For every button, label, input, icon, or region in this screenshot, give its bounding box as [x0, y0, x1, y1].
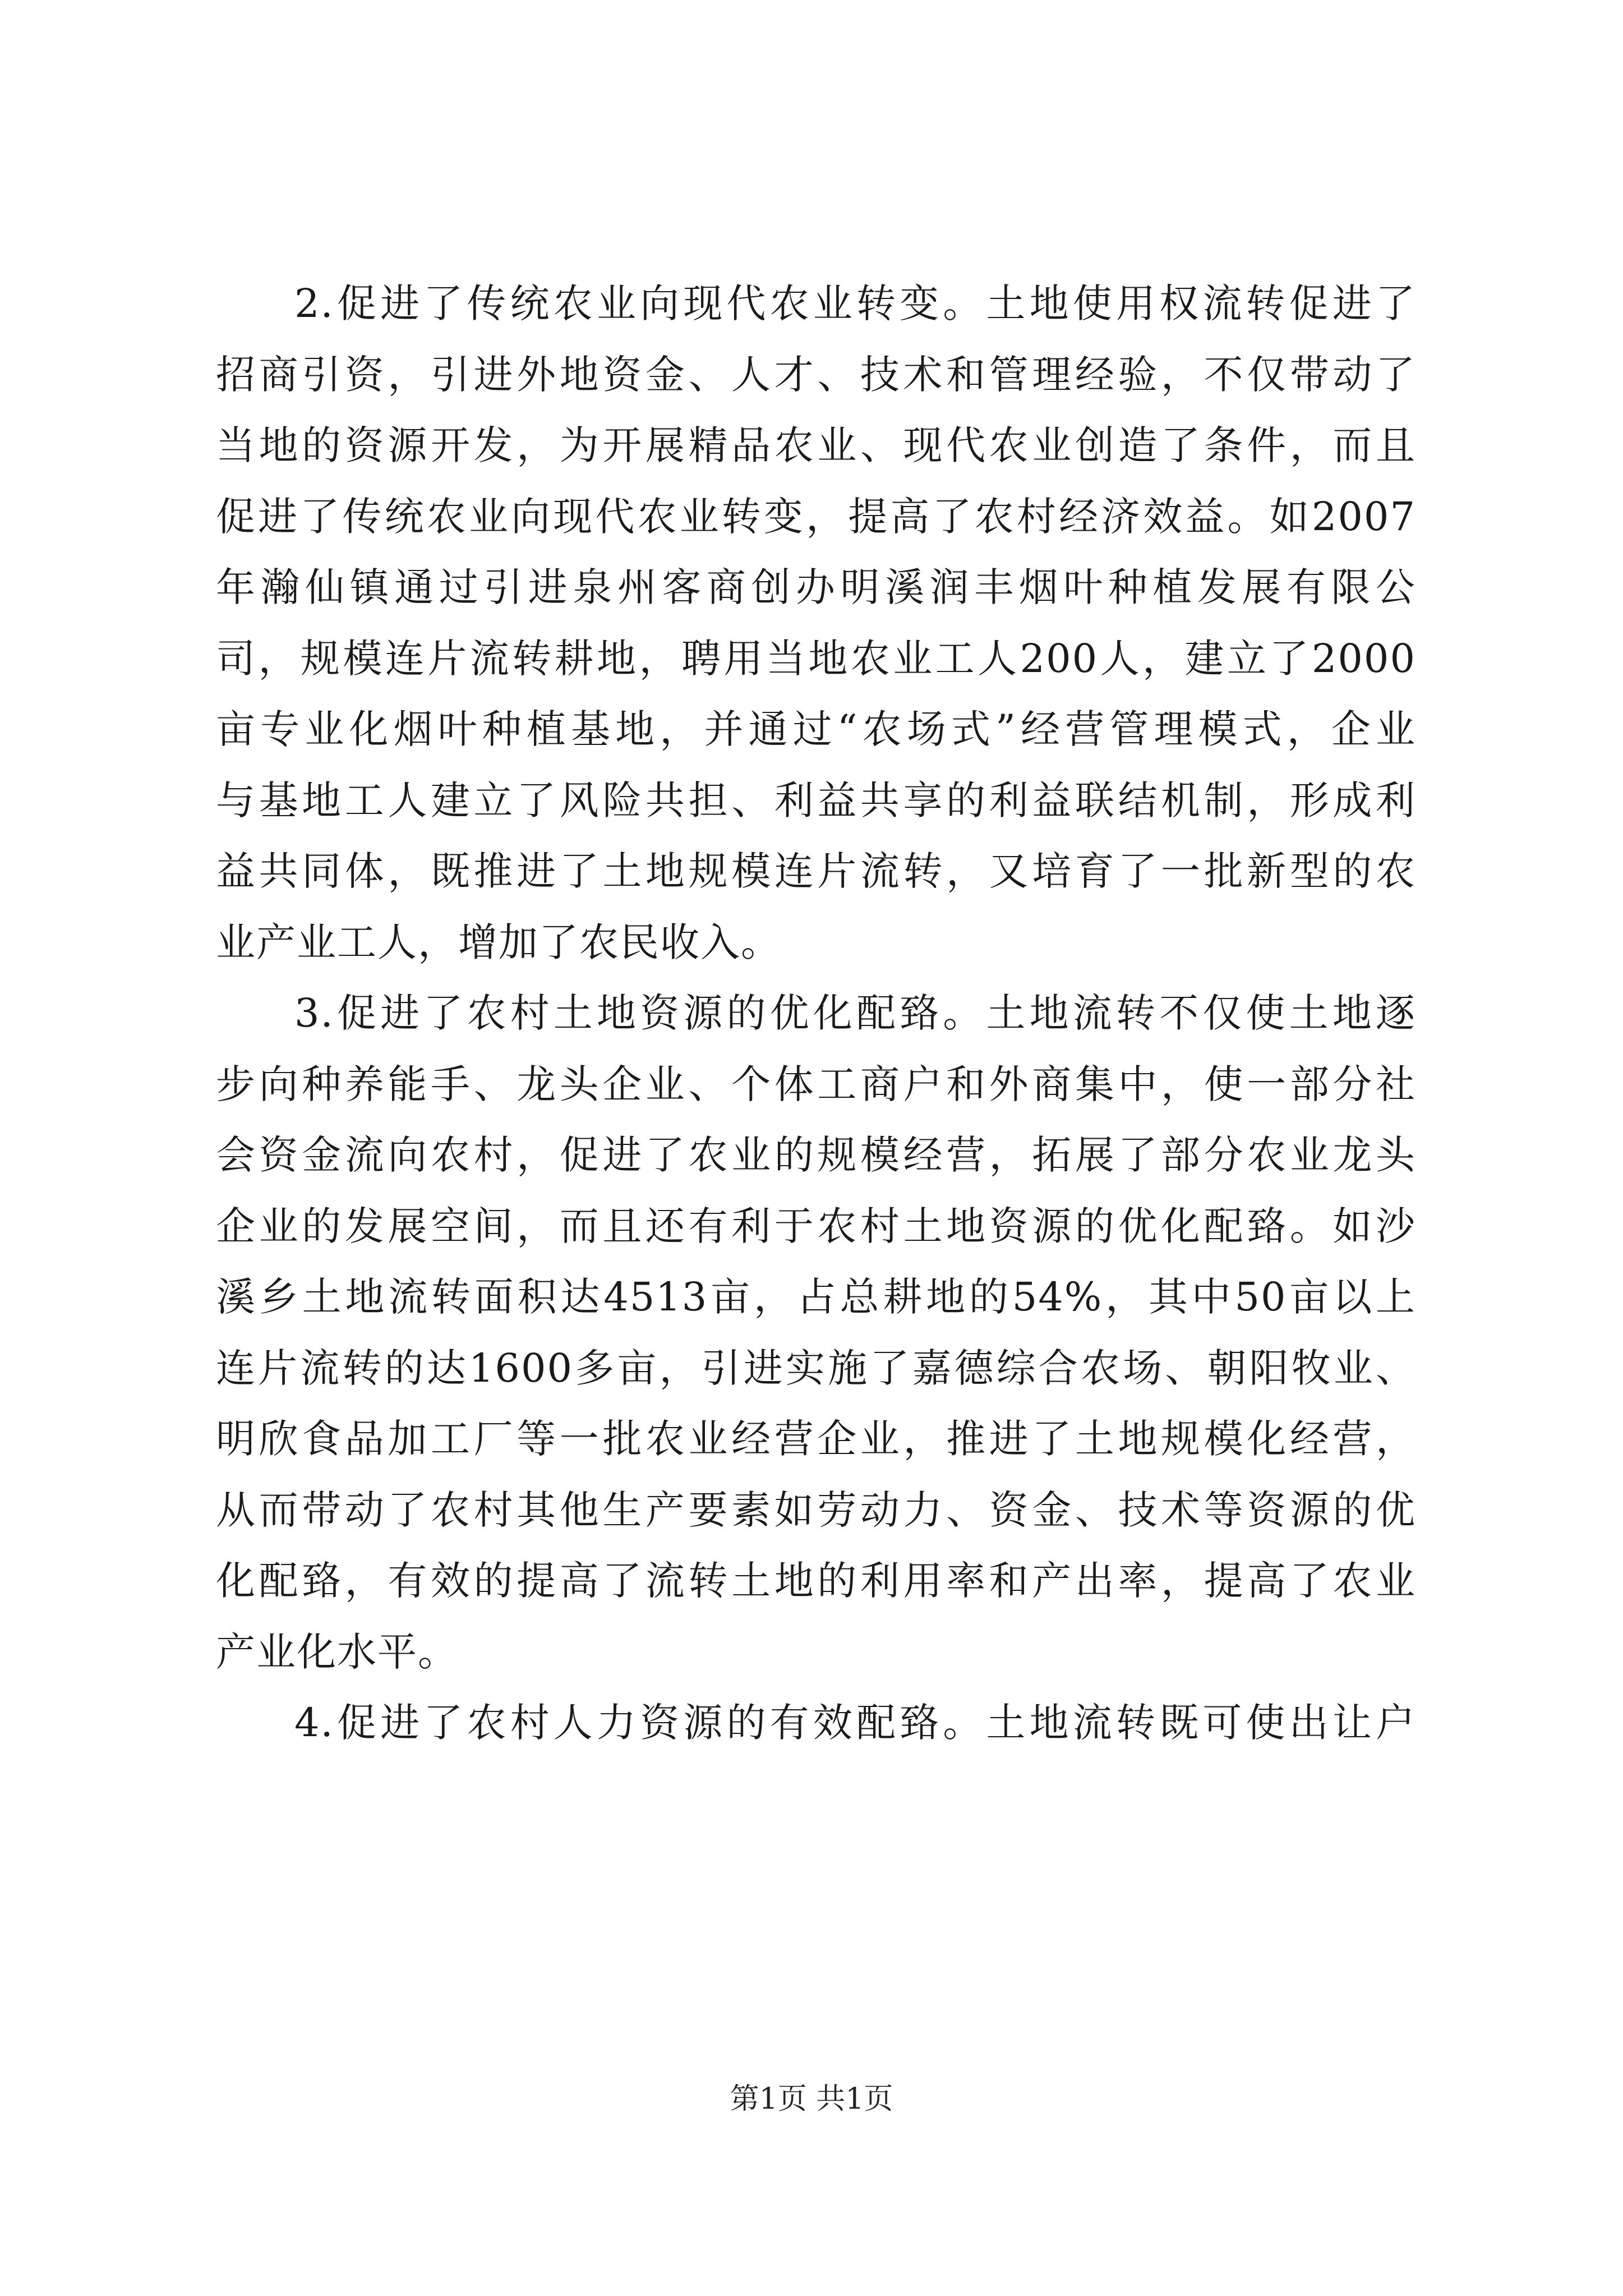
text-line: 促进了传统农业向现代农业转变，提高了农村经济效益。如2007 [216, 494, 1416, 540]
text-line: 从而带动了农村其他生产要素如劳动力、资金、技术等资源的优 [216, 1487, 1416, 1533]
text-line: 产业化水平。 [216, 1629, 458, 1675]
text-line: 会资金流向农村，促进了农业的规模经营，拓展了部分农业龙头 [216, 1132, 1416, 1178]
text-line: 步向种养能手、龙头企业、个体工商户和外商集中，使一部分社 [216, 1061, 1416, 1107]
text-line: 当地的资源开发，为开展精品农业、现代农业创造了条件，而且 [216, 422, 1416, 468]
text-line: 益共同体，既推进了土地规模连片流转，又培育了一批新型的农 [216, 848, 1416, 894]
text-line: 3.促进了农村土地资源的优化配臵。土地流转不仅使土地逐 [294, 990, 1416, 1036]
text-line: 2.促进了传统农业向现代农业转变。土地使用权流转促进了 [294, 280, 1416, 326]
text-line: 业产业工人，增加了农民收入。 [216, 919, 781, 965]
text-line: 4.促进了农村人力资源的有效配臵。土地流转既可使出让户 [294, 1700, 1416, 1746]
text-line: 与基地工人建立了风险共担、利益共享的利益联结机制，形成利 [216, 777, 1416, 823]
text-line: 化配臵，有效的提高了流转土地的利用率和产出率，提高了农业 [216, 1558, 1416, 1604]
text-line: 连片流转的达1600多亩，引进实施了嘉德综合农场、朝阳牧业、 [216, 1345, 1416, 1391]
text-line: 亩专业化烟叶种植基地，并通过“农场式”经营管理模式，企业 [216, 706, 1416, 752]
text-line: 企业的发展空间，而且还有利于农村土地资源的优化配臵。如沙 [216, 1203, 1416, 1249]
text-line: 年瀚仙镇通过引进泉州客商创办明溪润丰烟叶种植发展有限公 [216, 564, 1416, 610]
text-line: 明欣食品加工厂等一批农业经营企业，推进了土地规模化经营， [216, 1416, 1416, 1462]
text-line: 司，规模连片流转耕地，聘用当地农业工人200人，建立了2000 [216, 636, 1416, 682]
text-line: 招商引资，引进外地资金、人才、技术和管理经验，不仅带动了 [216, 352, 1416, 398]
text-line: 溪乡土地流转面积达4513亩，占总耕地的54%，其中50亩以上 [216, 1274, 1416, 1320]
page-footer: 第1页 共1页 [730, 2082, 893, 2116]
